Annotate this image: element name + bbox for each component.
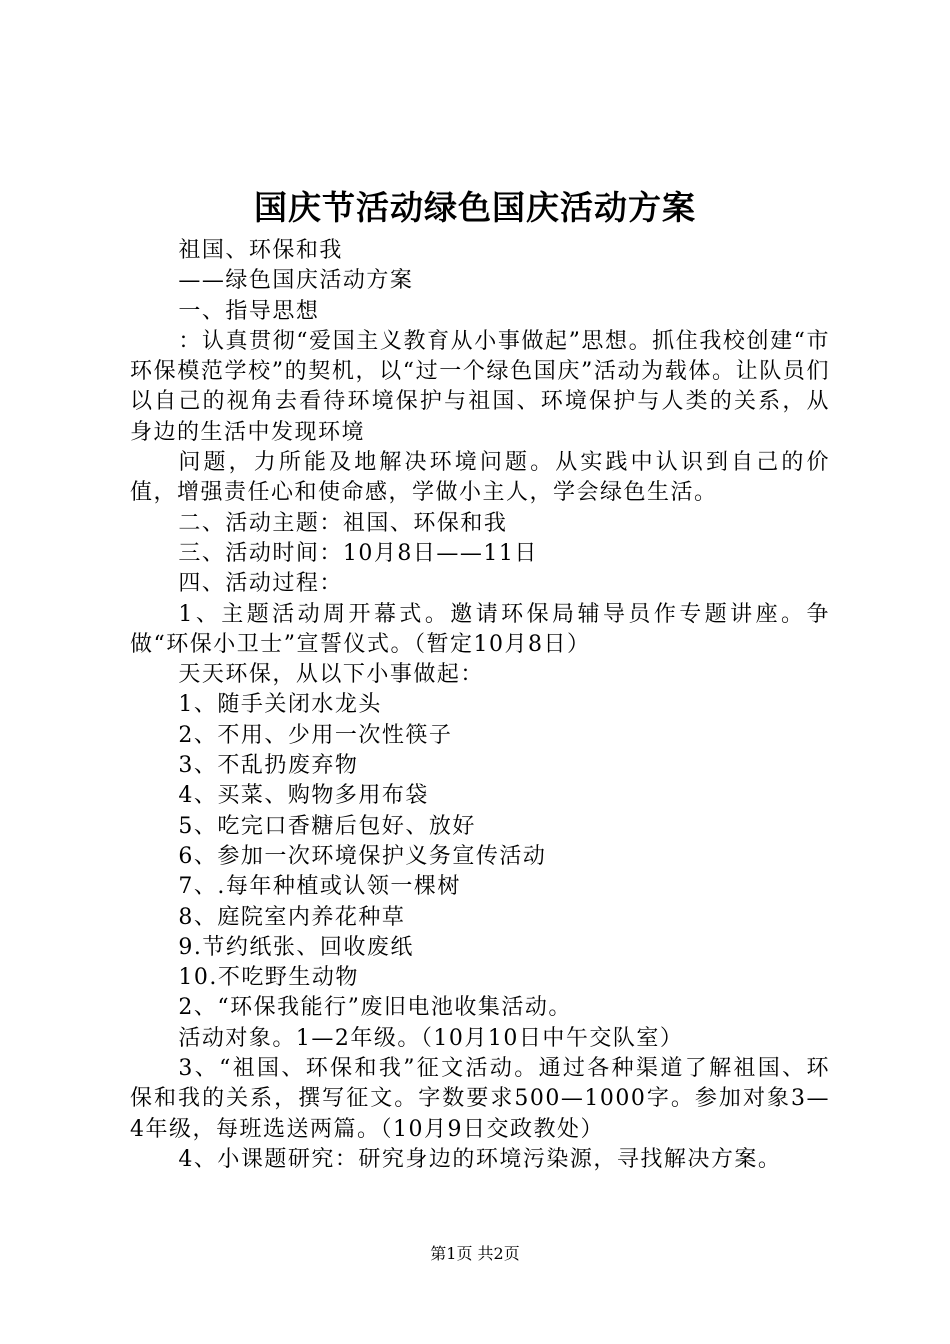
paragraph: 问题，力所能及地解决环境问题。从实践中认识到自己的价值，增强责任心和使命感，学做小主人，学会绿色生活。 xyxy=(130,450,830,506)
paragraph: ——绿色国庆活动方案 xyxy=(178,268,414,294)
page-footer: 第1页 共2页 xyxy=(430,1244,520,1263)
list-item: 3、不乱扔废弃物 xyxy=(178,753,359,779)
paragraph: 3、“祖国、环保和我”征文活动。通过各种渠道了解祖国、环保和我的关系，撰写征文。字数要求500—1000字。参加对象3—4年级，每班选送两篇。（10月9日交政教处） xyxy=(130,1056,830,1142)
paragraph: 二、活动主题：祖国、环保和我 xyxy=(178,510,508,536)
list-item: 2、不用、少用一次性筷子 xyxy=(178,722,453,748)
document-body xyxy=(130,236,830,1175)
list-item: 1、随手关闭水龙头 xyxy=(178,692,382,718)
list-item: 7、.每年种植或认领一棵树 xyxy=(178,874,461,900)
paragraph: 一、指导思想 xyxy=(178,298,320,324)
paragraph: 四、活动过程： xyxy=(178,571,343,597)
paragraph: 2、“环保我能行”废旧电池收集活动。 xyxy=(178,995,572,1021)
paragraph: 祖国、环保和我 xyxy=(178,238,343,263)
paragraph: 天天环保，从以下小事做起： xyxy=(178,662,484,688)
paragraph: 4、小课题研究：研究身边的环境污染源，寻找解决方案。 xyxy=(178,1146,782,1172)
list-item: 8、庭院室内养花种草 xyxy=(178,904,406,930)
paragraph: 1、主题活动周开幕式。邀请环保局辅导员作专题讲座。争做“环保小卫士”宣誓仪式。（暂定10月8日） xyxy=(130,601,830,657)
document-title: 国庆节活动绿色国庆活动方案 xyxy=(254,188,696,227)
list-item: 10.不吃野生动物 xyxy=(178,965,359,991)
list-item: 5、吃完口香糖后包好、放好 xyxy=(178,813,476,839)
paragraph: 活动对象。1—2年级。（10月10日中午交队室） xyxy=(178,1025,684,1051)
list-item: 9.节约纸张、回收废纸 xyxy=(178,934,414,960)
list-item: 6、参加一次环境保护义务宣传活动 xyxy=(178,843,547,869)
paragraph: 三、活动时间：10月8日——11日 xyxy=(178,540,538,566)
list-item: 4、买菜、购物多用布袋 xyxy=(178,783,429,809)
paragraph: ：认真贯彻“爱国主义教育从小事做起”思想。抓住我校创建“市环保模范学校”的契机，以“过一个绿色国庆”活动为载体。让队员们以自己的视角去看待环境保护与祖国、环境保护与人类的关系，从身边的生活中发现环境 xyxy=(130,328,830,445)
